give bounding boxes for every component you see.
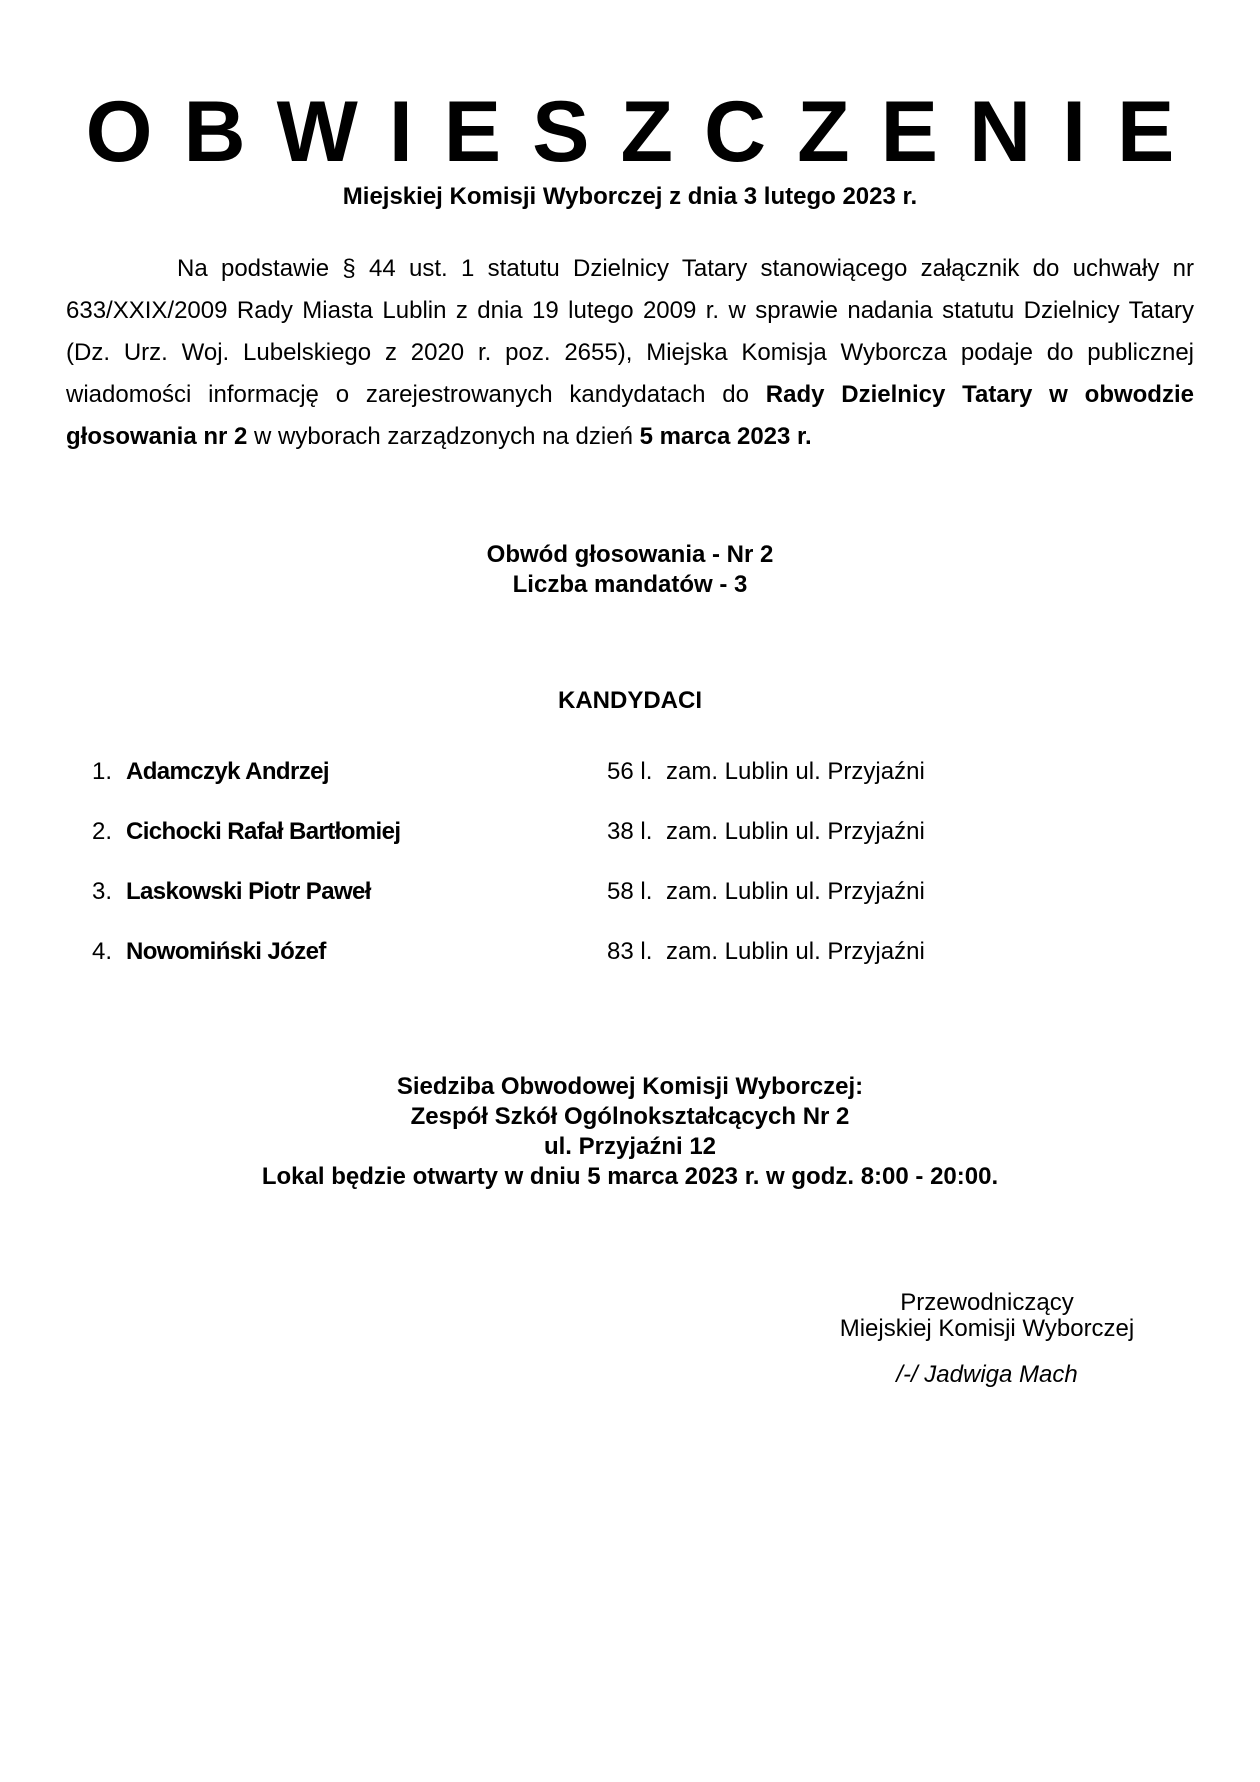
body-bold-council: Rady Dzielnicy Tatary w obwodzie głosowania nr 2	[66, 381, 1194, 450]
body-bold-date: 5 marca 2023 r.	[639, 423, 812, 450]
mandate-count: Liczba mandatów - 3	[512, 571, 748, 598]
seat-address: ul. Przyjaźni 12	[543, 1133, 717, 1160]
document-subtitle: Miejskiej Komisji Wyborczej z dnia 3 lutego 2023 r.	[342, 183, 918, 210]
candidates-list	[92, 756, 992, 996]
commission-seat-info	[0, 1072, 1260, 1192]
candidate-number: 1.	[92, 758, 113, 785]
candidate-address: zam. Lublin ul. Przyjaźni	[666, 938, 925, 965]
signature-block	[822, 1290, 1152, 1388]
district-number: Obwód głosowania - Nr 2	[486, 541, 774, 568]
opening-hours: Lokal będzie otwarty w dniu 5 marca 2023 r. w godz. 8:00 - 20:00.	[261, 1163, 999, 1190]
candidate-name: Nowomiński Józef	[126, 938, 326, 965]
legal-basis-paragraph	[66, 248, 1194, 458]
candidate-number: 4.	[92, 938, 113, 965]
candidate-row	[92, 816, 992, 876]
candidate-address: zam. Lublin ul. Przyjaźni	[666, 758, 925, 785]
candidate-address: zam. Lublin ul. Przyjaźni	[666, 878, 925, 905]
body-text-part1: Na podstawie § 44 ust. 1 statutu Dzielnicy Tatary stanowiącego załącznik do uchwały nr 633/XXIX/2009 Rady Miasta Lublin z dnia 19 lutego 2009 r. w sprawie nadania statutu Dzielnicy Tatary (Dz. Urz. Woj. Lubelskiego z 2020 r. poz. 2655), Miejska Komisja Wyborcza podaje do publicznej wiadomości informację o zarejestrowanych kandydatach do	[66, 255, 1194, 408]
candidate-age: 83 l.	[607, 938, 653, 965]
document-title: OBWIESZCZENIE	[85, 84, 1206, 180]
candidate-age: 38 l.	[607, 818, 653, 845]
candidate-name: Adamczyk Andrzej	[126, 758, 329, 785]
candidate-age: 58 l.	[607, 878, 653, 905]
body-text-part2: w wyborach zarządzonych na dzień	[247, 423, 640, 450]
candidate-address: zam. Lublin ul. Przyjaźni	[666, 818, 925, 845]
district-info	[0, 540, 1260, 600]
candidate-name: Laskowski Piotr Paweł	[126, 878, 371, 905]
candidate-row	[92, 936, 992, 996]
candidate-row	[92, 756, 992, 816]
seat-school: Zespół Szkół Ogólnokształcących Nr 2	[410, 1103, 850, 1130]
candidate-age: 56 l.	[607, 758, 653, 785]
seat-heading: Siedziba Obwodowej Komisji Wyborczej:	[396, 1073, 864, 1100]
candidate-row	[92, 876, 992, 936]
candidate-name: Cichocki Rafał Bartłomiej	[126, 818, 401, 845]
signer-name: /-/ Jadwiga Mach	[896, 1361, 1078, 1388]
candidate-number: 3.	[92, 878, 113, 905]
candidate-number: 2.	[92, 818, 113, 845]
signature-role: Przewodniczący	[900, 1289, 1074, 1316]
signature-organization: Miejskiej Komisji Wyborczej	[839, 1315, 1135, 1342]
candidates-heading: KANDYDACI	[558, 687, 702, 714]
